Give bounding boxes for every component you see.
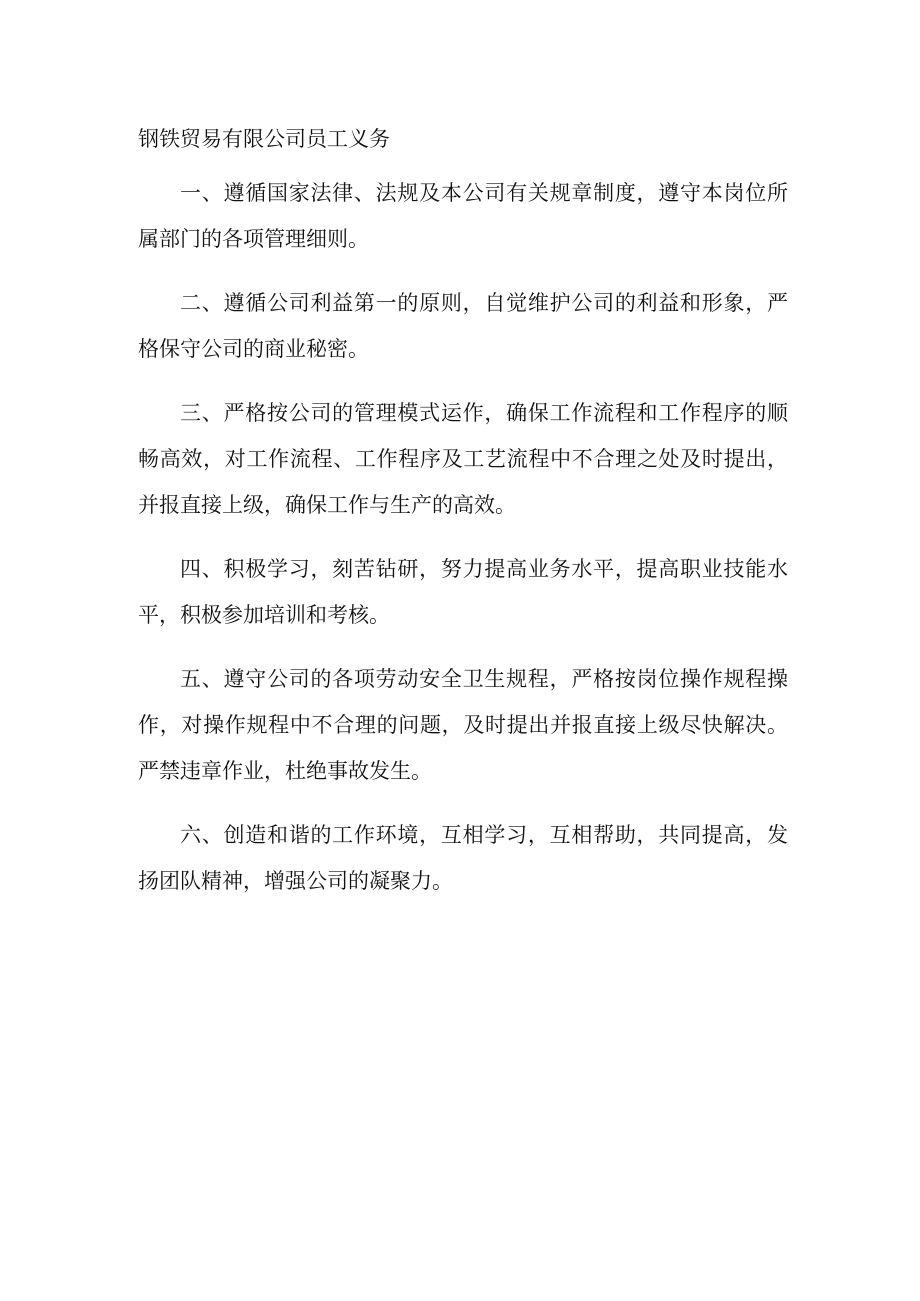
clause-5: 五、遵守公司的各项劳动安全卫生规程，严格按岗位操作规程操作，对操作规程中不合理的问题，及时提出并报直接上级尽快解决。严禁违章作业，杜绝事故发生。 [138,667,788,783]
document-title: 钢铁贸易有限公司员工义务 [138,127,390,151]
clause-4: 四、积极学习，刻苦钻研，努力提高业务水平，提高职业技能水平，积极参加培训和考核。 [138,557,788,627]
clause-6: 六、创造和谐的工作环境，互相学习，互相帮助，共同提高，发扬团队精神，增强公司的凝聚力。 [138,823,788,893]
clause-3: 三、严格按公司的管理模式运作，确保工作流程和工作程序的顺畅高效，对工作流程、工作程序及工艺流程中不合理之处及时提出，并报直接上级，确保工作与生产的高效。 [138,401,788,517]
document-page [138,118,788,922]
clause-2: 二、遵循公司利益第一的原则，自觉维护公司的利益和形象，严格保守公司的商业秘密。 [138,291,788,361]
clause-1: 一、遵循国家法律、法规及本公司有关规章制度，遵守本岗位所属部门的各项管理细则。 [138,181,788,251]
clause-list [138,170,788,904]
